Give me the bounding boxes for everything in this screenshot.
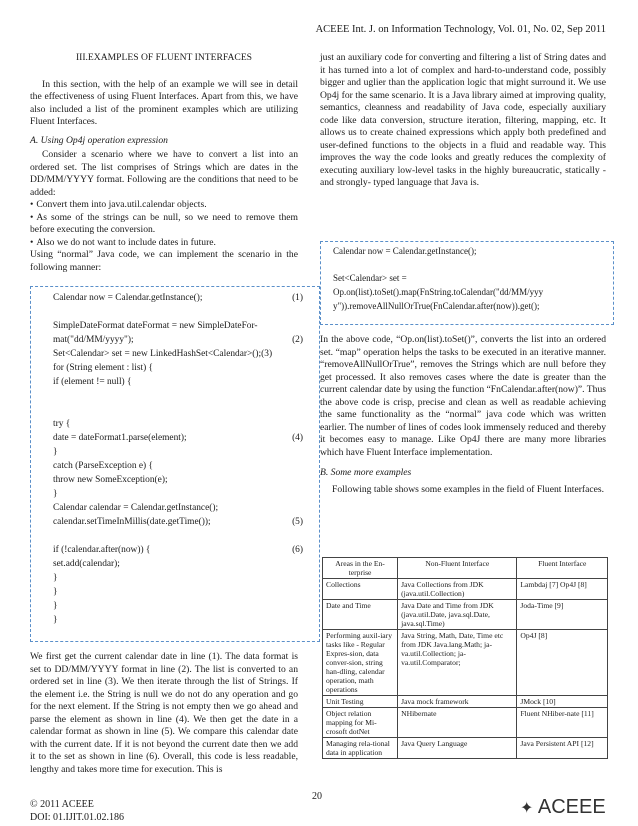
code-line: } xyxy=(53,489,58,499)
code-line: } xyxy=(53,615,58,625)
code-line: for (String element : list) { xyxy=(53,363,154,373)
star-icon: ✦ xyxy=(520,800,534,817)
fluent-interfaces-table xyxy=(322,557,608,759)
java-code-listing xyxy=(30,286,320,642)
logo-text: ACEEE xyxy=(537,796,606,818)
line-number: (5) xyxy=(292,517,303,527)
left-column xyxy=(30,52,298,274)
code-line: Calendar calendar = Calendar.getInstance(); xyxy=(53,503,219,513)
table-cell: Date and Time xyxy=(323,600,398,630)
fluent-table-wrapper xyxy=(322,557,602,759)
table-cell: Joda-Time [9] xyxy=(517,600,608,630)
code-line: Set<Calendar> set = xyxy=(333,273,407,283)
table-row xyxy=(323,579,608,600)
table-cell: Lambdaj [7] Op4J [8] xyxy=(517,579,608,600)
subsection-a-heading: A. Using Op4j operation expression xyxy=(30,134,168,146)
table-header-cell: Fluent Interface xyxy=(517,558,608,579)
table-header-cell: Areas in the En-terprise xyxy=(323,558,398,579)
table-cell: Managing rela-tional data in application xyxy=(323,738,398,759)
table-cell: JMock [10] xyxy=(517,696,608,708)
code-line: if (!calendar.after(now)) { xyxy=(53,545,151,555)
line-number: (6) xyxy=(292,545,303,555)
code-line: Set<Calendar> set = new LinkedHashSet<Calendar>();(3) xyxy=(53,349,273,359)
code-line: } xyxy=(53,601,58,611)
running-header: ACEEE Int. J. on Information Technology, Vol. 01, No. 02, Sep 2011 xyxy=(315,24,606,35)
table-cell: Java Persistent API [12] xyxy=(517,738,608,759)
copyright-line: © 2011 ACEEE xyxy=(30,799,94,810)
code-line xyxy=(53,529,315,543)
bullet-item: • Also we do not want to include dates in future. xyxy=(30,237,298,250)
using-normal-paragraph: Using “normal” Java code, we can implement the scenario in the following manner: xyxy=(30,249,298,273)
table-row xyxy=(323,600,608,630)
aceee-logo xyxy=(520,796,606,819)
table-cell: Java mock framework xyxy=(398,696,517,708)
bullet-item: • Convert them into java.util.calendar objects. xyxy=(30,199,298,212)
table-cell: Object relation mapping for Mi-crosoft dotNet xyxy=(323,708,398,738)
code-line: SimpleDateFormat dateFormat = new SimpleDateFor- xyxy=(53,321,258,331)
line-number: (4) xyxy=(292,433,303,443)
op4j-paragraph: just an auxiliary code for converting and filtering a list of String dates and it has turned into a lot of complex and hard-to-understand code, possibly bigger and uglier than the application logic that might surround it. We use Op4j for the same scenario. It is a Java library aimed at improving quality, semantics, cleanness and readability of Java code, especially auxiliary code like data conversion, structure iteration, filtering, mapping, etc. It allows us to create chained expressions which apply both predefined and user-defined functions to the objects in a fluid and readable way. This improves the way the code looks and greatly reduces the complexity of executing auxiliary low-level tasks in the highly bureaucratic, statically -and strongly- typed language that Java is. xyxy=(320,52,606,188)
code-line: try { xyxy=(53,419,71,429)
op4j-code-listing xyxy=(320,241,614,325)
table-row xyxy=(323,630,608,696)
right-column xyxy=(320,52,606,190)
scenario-paragraph: Consider a scenario where we have to convert a list into an ordered set. The list comprises of Strings which are dates in the DD/MM/YYYY format. Following are the conditions that need to be added: xyxy=(30,149,298,198)
table-cell: Performing auxil-iary tasks like - Regular Expres-sion, data conver-sion, string han-dling, calendar operation, math operations xyxy=(323,630,398,696)
table-cell: Java Collections from JDK (java.util.Collection) xyxy=(398,579,517,600)
section-title: III.EXAMPLES OF FLUENT INTERFACES xyxy=(75,52,253,63)
table-cell: NHibernate xyxy=(398,708,517,738)
code-line: mat("dd/MM/yyyy"); xyxy=(53,335,134,345)
code-line: if (element != null) { xyxy=(53,377,132,387)
code-line xyxy=(53,403,315,417)
code-line: Op.on(list).toSet().map(FnString.toCalendar("dd/MM/yyy xyxy=(333,287,544,297)
code-line xyxy=(53,305,315,319)
explanation-paragraph: We first get the current calendar date in line (1). The data format is set to DD/MM/YYYY format in line (2). The list is converted to an ordered set in line (3). We then iterate through the list of Strings. If the element i.e. the String is null we do not do any operation and go for the next element. If the String is not empty then we go ahead and parse the element as shown in line (4). We then get the date in a calendar format as shown in line (5). We compare this calendar date with the current date. If it is not beyond the current date then we add it to the set as shown in line (6). Overall, this code is less readable, lengthy and takes more time for execution. This is xyxy=(30,651,298,775)
code-line: date = dateFormat1.parse(element); xyxy=(53,433,187,443)
doi-line: DOI: 01.IJIT.01.02.186 xyxy=(30,812,124,823)
table-row xyxy=(323,738,608,759)
table-cell: Op4J [8] xyxy=(517,630,608,696)
left-column-bottom xyxy=(30,651,298,776)
table-cell: Java Date and Time from JDK (java.util.Date, java.sql.Date, java.sql.Time) xyxy=(398,600,517,630)
code-line: catch (ParseException e) { xyxy=(53,461,154,471)
table-cell: Fluent NHiber-nate [11] xyxy=(517,708,608,738)
code-line xyxy=(333,258,609,271)
code-line: Calendar now = Calendar.getInstance(); xyxy=(53,293,203,303)
table-cell: Java Query Language xyxy=(398,738,517,759)
subsection-b-heading: B. Some more examples xyxy=(320,467,412,478)
code-line: } xyxy=(53,573,58,583)
table-intro-paragraph: Following table shows some examples in the field of Fluent Interfaces. xyxy=(332,483,605,495)
code-line: y")).removeAllNullOrTrue(FnCalendar.after(now)).get(); xyxy=(333,301,540,311)
page-number: 20 xyxy=(312,791,322,802)
code-line: set.add(calendar); xyxy=(53,559,120,569)
code-line xyxy=(53,389,315,403)
line-number: (2) xyxy=(292,335,303,345)
table-cell: Java String, Math, Date, Time etc from JDK Java.lang.Math; ja-va.util.Collection; ja-va.util.Comparator; xyxy=(398,630,517,696)
code-line: throw new SomeException(e); xyxy=(53,475,168,485)
explanation-op4j-paragraph: In the above code, “Op.on(list).toSet()”, converts the list into an ordered set. “map” operation helps the tasks to be executed in an iterative manner. “removeAllNullOrTrue”, removes the Strings which are null before they get processed. It also removes cases where the date is greater than the current calendar date by using the function “FnCalendar.after(now)”. Thus the above code is crisp, precise and clean as well as readable achieving the same functionality as the “normal” java code which was written earlier. The number of lines of codes look immensely reduced and thereby it becomes easy to manage. Like Op4J there are many more libraries which have Fluent Interface implementation. xyxy=(320,334,606,458)
bullet-item: • As some of the strings can be null, so we need to remove them before executing the conversion. xyxy=(30,212,298,237)
code-line: Calendar now = Calendar.getInstance(); xyxy=(333,246,477,256)
table-header-cell: Non-Fluent Interface xyxy=(398,558,517,579)
right-column-middle xyxy=(320,334,606,496)
code-line: } xyxy=(53,587,58,597)
intro-paragraph: In this section, with the help of an example we will see in detail the effectiveness of using Fluent Interfaces. Apart from this, we have also included a list of the prominent examples which are utilizing Fluent Interfaces. xyxy=(30,78,298,127)
code-line: } xyxy=(53,447,58,457)
table-cell: Collections xyxy=(323,579,398,600)
table-row xyxy=(323,696,608,708)
table-cell: Unit Testing xyxy=(323,696,398,708)
code-line: calendar.setTimeInMillis(date.getTime()); xyxy=(53,517,211,527)
line-number: (1) xyxy=(292,293,303,303)
table-row xyxy=(323,708,608,738)
